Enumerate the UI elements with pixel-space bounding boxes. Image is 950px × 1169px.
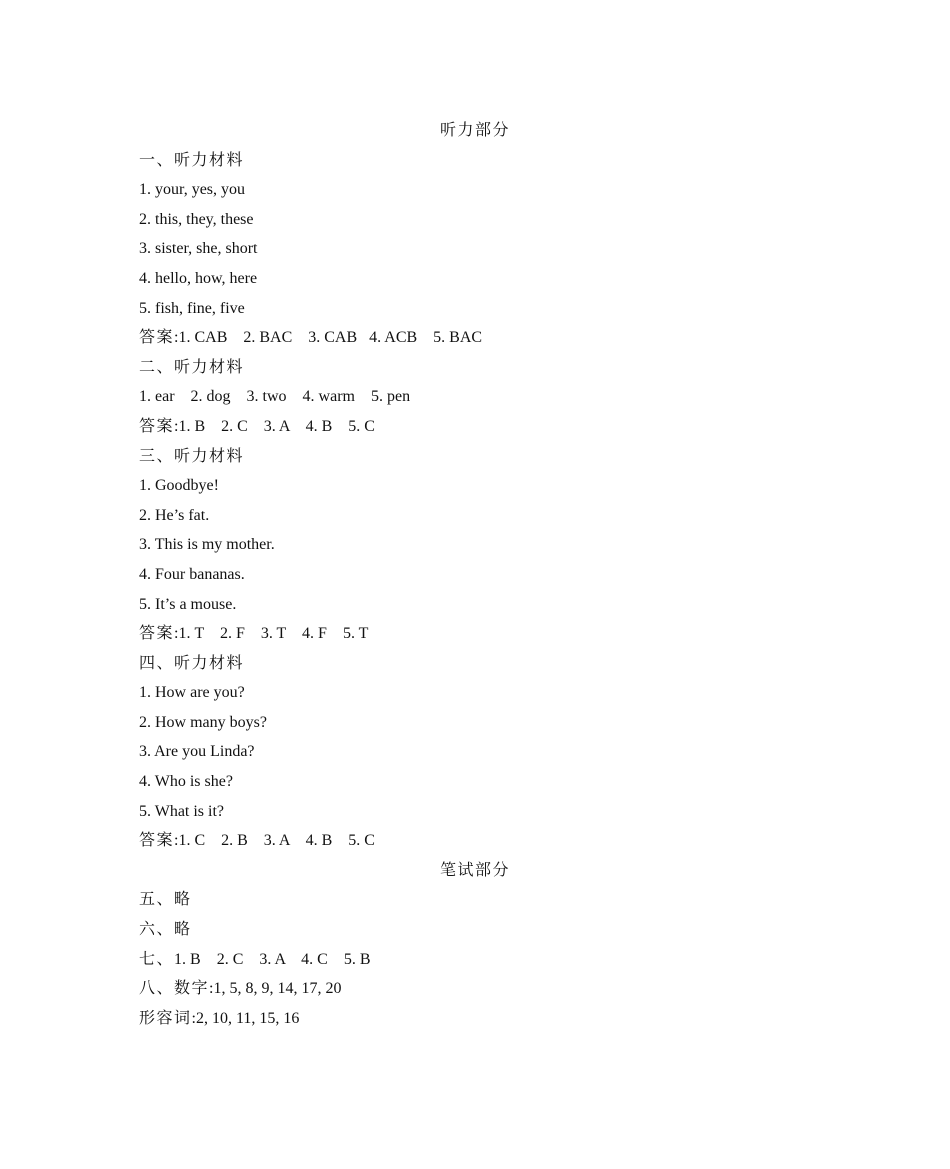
section-8-number-list: :1, 5, 8, 9, 14, 17, 20 [209, 980, 342, 998]
section-1-heading: 一、听力材料 [139, 151, 245, 169]
section-4-item: 2. How many boys? [139, 713, 267, 731]
section-3-item: 1. Goodbye! [139, 477, 219, 495]
listening-part-title: 听力部分 [439, 122, 510, 139]
section-3-item: 3. This is my mother. [139, 536, 275, 554]
section-8-numbers [139, 974, 811, 1004]
section-1-item: 4. hello, how, here [139, 269, 258, 287]
section-3-item: 2. He’s fat. [139, 506, 210, 524]
written-part-title: 笔试部分 [439, 861, 510, 879]
section-1-item: 1. your, yes, you [139, 181, 246, 199]
section-3-item: 5. It’s a mouse. [139, 595, 237, 613]
answer-values: :1. B 2. C 3. A 4. B 5. C [174, 417, 375, 435]
section-6: 六、略 [139, 921, 192, 939]
section-2-answer [139, 412, 811, 442]
section-4-heading: 四、听力材料 [139, 654, 245, 672]
section-4-item: 3. Are you Linda? [139, 743, 255, 761]
section-1-item: 5. fish, fine, five [139, 299, 245, 317]
answer-label: 答案 [139, 625, 175, 643]
section-8-label: 八、数字 [139, 980, 210, 998]
answer-key-document [139, 116, 811, 1033]
section-4-answer [139, 826, 811, 856]
section-3-item: 4. Four bananas. [139, 565, 245, 583]
section-4-item: 4. Who is she? [139, 773, 233, 791]
answer-values: :1. CAB 2. BAC 3. CAB 4. ACB 5. BAC [174, 329, 483, 347]
section-1-answer [139, 323, 811, 353]
section-3-heading: 三、听力材料 [139, 447, 245, 465]
section-8-adjectives [139, 1004, 811, 1034]
answer-label: 答案 [139, 832, 175, 850]
section-3-answer [139, 619, 811, 649]
answer-label: 答案 [139, 417, 175, 435]
section-4-item: 5. What is it? [139, 802, 225, 820]
section-1-item: 3. sister, she, short [139, 240, 258, 258]
section-2-item: 1. ear 2. dog 3. two 4. warm 5. pen [139, 388, 411, 406]
section-5: 五、略 [139, 891, 192, 909]
section-1-item: 2. this, they, these [139, 210, 254, 228]
section-7-answers: 1. B 2. C 3. A 4. C 5. B [174, 950, 371, 968]
answer-values: :1. T 2. F 3. T 4. F 5. T [174, 625, 369, 643]
answer-values: :1. C 2. B 3. A 4. B 5. C [174, 832, 375, 850]
answer-label: 答案 [139, 329, 175, 347]
section-4-item: 1. How are you? [139, 684, 245, 702]
adjective-label: 形容词 [139, 1009, 192, 1027]
adjective-list: :2, 10, 11, 15, 16 [191, 1009, 300, 1027]
section-7 [139, 945, 811, 975]
section-2-heading: 二、听力材料 [139, 358, 245, 376]
section-7-label: 七、 [139, 950, 175, 968]
